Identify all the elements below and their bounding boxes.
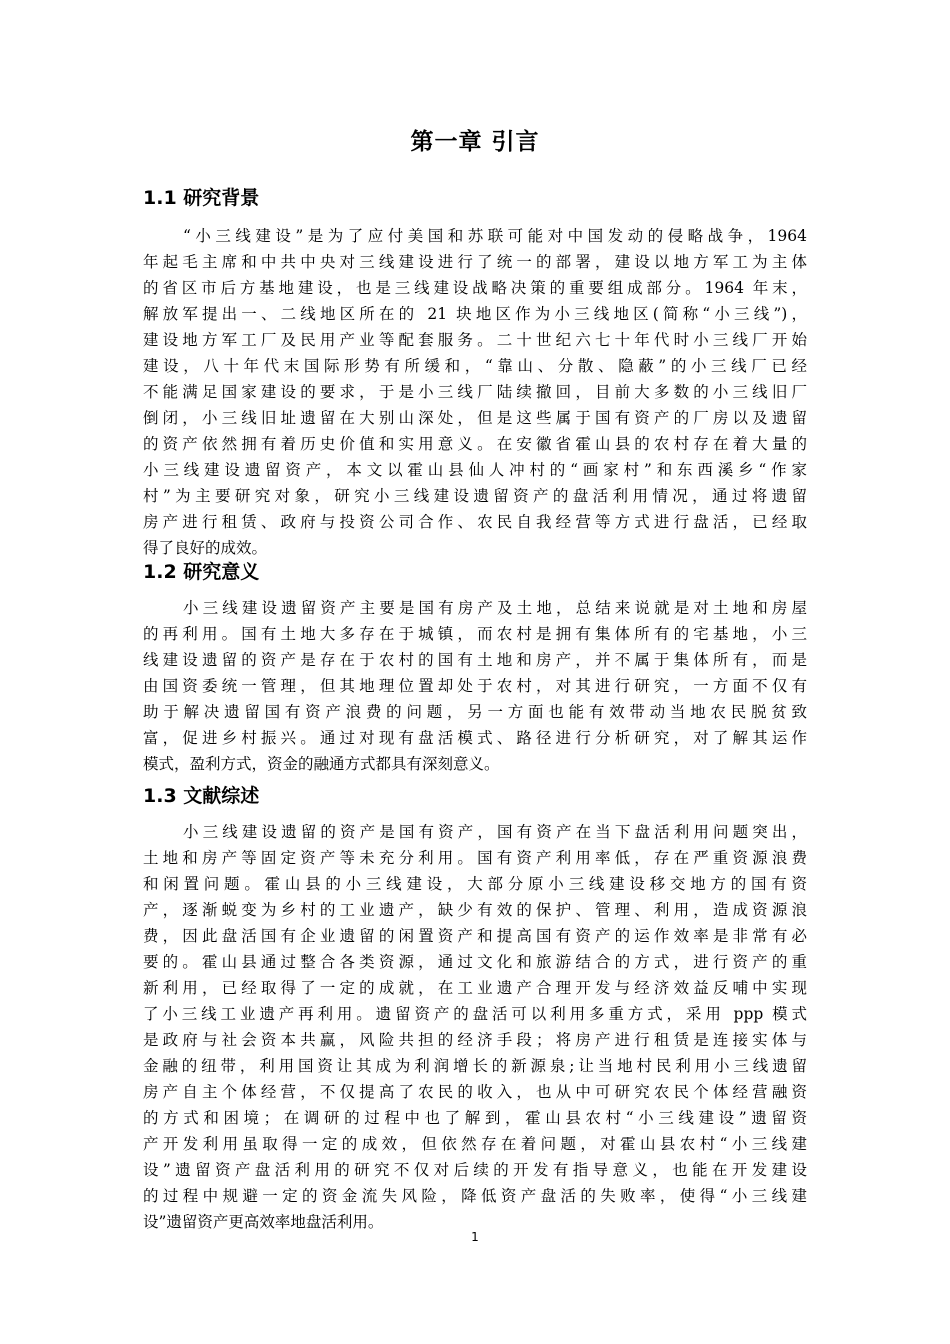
paragraph-line: 小三线建设遗留资产主要是国有房产及土地，总结来说就是对土地和房屋	[183, 599, 807, 617]
paragraph-line: 要的。霍山县通过整合各类资源，通过文化和旅游结合的方式，进行资产的重	[143, 953, 807, 971]
section-heading-literature-review: 1.3 文献综述	[143, 785, 260, 807]
paragraph-line: 助于解决遗留国有资产浪费的问题，另一方面也能有效带动当地农民脱贫致	[143, 703, 807, 721]
paragraph-line: 得了良好的成效。	[143, 539, 268, 557]
paragraph-line: 建设，八十年代末国际形势有所缓和，“靠山、分散、隐蔽”的小三线厂已经	[143, 357, 807, 375]
paragraph-line: 小三线建设遗留的资产是国有资产，国有资产在当下盘活利用问题突出，	[183, 823, 807, 841]
paragraph-line: 设”遗留资产盘活利用的研究不仅对后续的开发有指导意义，也能在开发建设	[143, 1161, 807, 1179]
paragraph-line: 土地和房产等固定资产等未充分利用。国有资产利用率低，存在严重资源浪费	[143, 849, 807, 867]
section-heading-significance: 1.2 研究意义	[143, 561, 260, 583]
paragraph-line: 的省区市后方基地建设，也是三线建设战略决策的重要组成部分。1964 年末，	[143, 279, 807, 297]
paragraph-line: 的再利用。国有土地大多存在于城镇，而农村是拥有集体所有的宅基地，小三	[143, 625, 807, 643]
paragraph-line: 村”为主要研究对象，研究小三线建设遗留资产的盘活利用情况，通过将遗留	[143, 487, 807, 505]
paragraph-line: 由国资委统一管理，但其地理位置却处于农村，对其进行研究，一方面不仅有	[143, 677, 807, 695]
paragraph-line: 的资产依然拥有着历史价值和实用意义。在安徽省霍山县的农村存在着大量的	[143, 435, 807, 453]
paragraph-line: 的过程中规避一定的资金流失风险，降低资产盘活的失败率，使得“小三线建	[143, 1187, 807, 1205]
paragraph-line: 年起毛主席和中共中央对三线建设进行了统一的部署，建设以地方军工为主体	[143, 253, 807, 271]
paragraph-line: 金融的纽带，利用国资让其成为利润增长的新源泉;让当地村民利用小三线遗留	[143, 1057, 807, 1075]
paragraph-line: “小三线建设”是为了应付美国和苏联可能对中国发动的侵略战争，1964	[183, 227, 807, 245]
paragraph-line: 房产进行租赁、政府与投资公司合作、农民自我经营等方式进行盘活，已经取	[143, 513, 807, 531]
paragraph-line: 费，因此盘活国有企业遗留的闲置资产和提高国有资产的运作效率是非常有必	[143, 927, 807, 945]
paragraph-line: 线建设遗留的资产是存在于农村的国有土地和房产，并不属于集体所有，而是	[143, 651, 807, 669]
paragraph-line: 建设地方军工厂及民用产业等配套服务。二十世纪六七十年代时小三线厂开始	[143, 331, 807, 349]
section-heading-background: 1.1 研究背景	[143, 187, 260, 209]
chapter-title: 第一章 引言	[410, 129, 540, 155]
paragraph-line: 房产自主个体经营，不仅提高了农民的收入，也从中可研究农民个体经营融资	[143, 1083, 807, 1101]
paragraph-line: 的方式和困境；在调研的过程中也了解到，霍山县农村“小三线建设”遗留资	[143, 1109, 807, 1127]
paragraph-line: 富，促进乡村振兴。通过对现有盘活模式、路径进行分析研究，对了解其运作	[143, 729, 807, 747]
section-paragraph-background	[143, 223, 807, 561]
section-paragraph-significance	[143, 595, 807, 777]
paragraph-line: 设”遗留资产更高效率地盘活利用。	[143, 1213, 384, 1231]
paragraph-line: 产开发利用虽取得一定的成效，但依然存在着问题，对霍山县农村“小三线建	[143, 1135, 807, 1153]
section-paragraph-literature-review	[143, 819, 807, 1235]
page-number: 1	[471, 1230, 479, 1244]
paragraph-line: 产，逐渐蜕变为乡村的工业遗产，缺少有效的保护、管理、利用，造成资源浪	[143, 901, 807, 919]
paragraph-line: 是政府与社会资本共赢，风险共担的经济手段；将房产进行租赁是连接实体与	[143, 1031, 807, 1049]
paragraph-line: 模式，盈利方式，资金的融通方式都具有深刻意义。	[143, 755, 500, 773]
paragraph-line: 不能满足国家建设的要求，于是小三线厂陆续撤回，目前大多数的小三线旧厂	[143, 383, 807, 401]
paragraph-line: 小三线建设遗留资产，本文以霍山县仙人冲村的“画家村”和东西溪乡“作家	[143, 461, 807, 479]
paragraph-line: 了小三线工业遗产再利用。遗留资产的盘活可以利用多重方式，采用 ppp 模式	[143, 1005, 807, 1023]
paragraph-line: 新利用，已经取得了一定的成就，在工业遗产合理开发与经济效益反哺中实现	[143, 979, 807, 997]
paragraph-line: 解放军提出一、二线地区所在的 21 块地区作为小三线地区(简称“小三线”)，	[143, 305, 807, 323]
paragraph-line: 和闲置问题。霍山县的小三线建设，大部分原小三线建设移交地方的国有资	[143, 875, 807, 893]
paragraph-line: 倒闭，小三线旧址遗留在大别山深处，但是这些属于国有资产的厂房以及遗留	[143, 409, 807, 427]
